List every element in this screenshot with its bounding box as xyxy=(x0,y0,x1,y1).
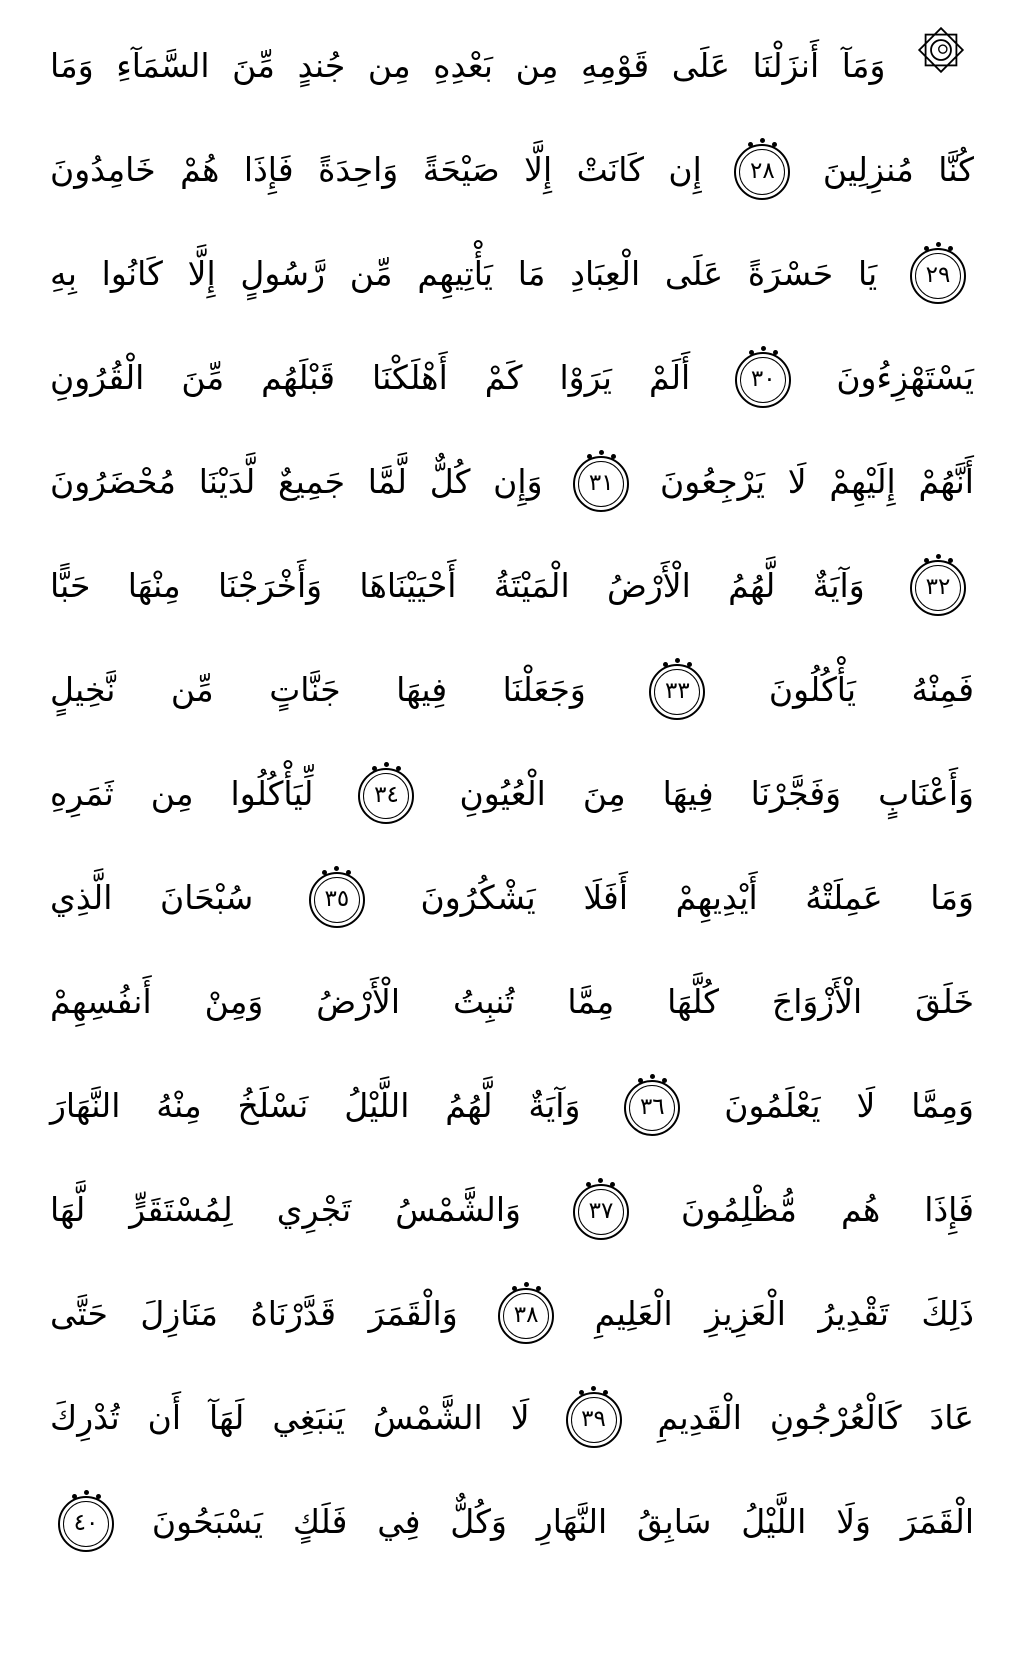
quran-lines xyxy=(50,14,974,1574)
ayah-text: وَآيَةٌ لَّهُمُ اللَّيْلُ نَسْلَخُ مِنْهُ النَّهَارَ xyxy=(50,1086,581,1125)
quran-line xyxy=(50,534,974,638)
ayah-number: ٤٠ xyxy=(73,1510,99,1536)
ayah-end-marker xyxy=(58,1496,114,1552)
ayah-number: ٣٤ xyxy=(374,782,399,808)
ayah-number: ٣٢ xyxy=(925,574,951,600)
ayah-end-marker xyxy=(309,872,365,928)
rub-el-hizb-icon xyxy=(912,16,970,120)
quran-line xyxy=(50,118,974,222)
quran-line xyxy=(50,638,974,742)
ayah-text: الْقَمَرَ وَلَا اللَّيْلُ سَابِقُ النَّهَارِ وَكُلٌّ فِي فَلَكٍ يَسْبَحُونَ xyxy=(151,1502,974,1541)
ayah-text: سُبْحَانَ الَّذِي xyxy=(50,878,254,917)
ayah-text: يَا حَسْرَةً عَلَى الْعِبَادِ مَا يَأْتِيهِم مِّن رَّسُولٍ إِلَّا كَانُوا بِهِ xyxy=(50,254,878,293)
ayah-number: ٣٨ xyxy=(513,1302,539,1328)
quran-line xyxy=(50,1158,974,1262)
ayah-end-marker xyxy=(735,352,791,408)
ayah-text: وَجَعَلْنَا فِيهَا جَنَّاتٍ مِّن نَّخِيلٍ xyxy=(50,670,586,709)
ayah-text: أَلَمْ يَرَوْا كَمْ أَهْلَكْنَا قَبْلَهُم مِّنَ الْقُرُونِ xyxy=(50,358,691,397)
quran-line xyxy=(50,14,974,118)
ayah-text: خَلَقَ الْأَزْوَاجَ كُلَّهَا مِمَّا تُنبِتُ الْأَرْضُ وَمِنْ أَنفُسِهِمْ xyxy=(50,982,974,1021)
ayah-text: وَآيَةٌ لَّهُمُ الْأَرْضُ الْمَيْتَةُ أَحْيَيْنَاهَا وَأَخْرَجْنَا مِنْهَا حَبًّا xyxy=(50,566,865,605)
ayah-text: أَنَّهُمْ إِلَيْهِمْ لَا يَرْجِعُونَ xyxy=(660,462,974,501)
ayah-end-marker xyxy=(649,664,705,720)
ayah-text: لِّيَأْكُلُوا مِن ثَمَرِهِ xyxy=(50,774,314,813)
ayah-number: ٢٩ xyxy=(925,262,951,288)
ayah-end-marker xyxy=(573,456,629,512)
ayah-text: وَمِمَّا لَا يَعْلَمُونَ xyxy=(724,1086,974,1125)
ayah-text: وَالْقَمَرَ قَدَّرْنَاهُ مَنَازِلَ حَتَّى xyxy=(50,1294,458,1333)
ayah-end-marker xyxy=(566,1392,622,1448)
ayah-number: ٣٦ xyxy=(639,1094,665,1120)
quran-line xyxy=(50,430,974,534)
quran-line xyxy=(50,742,974,846)
ayah-number: ٣١ xyxy=(588,470,614,496)
ayah-text: وَمَآ أَنزَلْنَا عَلَى قَوْمِهِ مِن بَعْدِهِ مِن جُندٍ مِّنَ السَّمَآءِ وَمَا xyxy=(50,46,886,85)
ayah-text: وَمَا عَمِلَتْهُ أَيْدِيهِمْ أَفَلَا يَشْكُرُونَ xyxy=(420,878,974,917)
ayah-number: ٣٧ xyxy=(588,1198,614,1224)
ayah-text: ذَلِكَ تَقْدِيرُ الْعَزِيزِ الْعَلِيمِ xyxy=(594,1294,974,1333)
ayah-text: وَالشَّمْسُ تَجْرِي لِمُسْتَقَرٍّ لَّهَا xyxy=(50,1190,521,1229)
ayah-number: ٣٣ xyxy=(665,678,690,704)
ayah-text: فَإِذَا هُم مُّظْلِمُونَ xyxy=(680,1190,974,1229)
ayah-text: يَسْتَهْزِءُونَ xyxy=(836,358,975,397)
quran-line xyxy=(50,326,974,430)
ayah-end-marker xyxy=(910,248,966,304)
ayah-end-marker xyxy=(498,1288,554,1344)
ayah-end-marker xyxy=(624,1080,680,1136)
ayah-number: ٢٨ xyxy=(749,158,775,184)
quran-line xyxy=(50,1054,974,1158)
quran-line xyxy=(50,1366,974,1470)
ayah-text: كُنَّا مُنزِلِينَ xyxy=(822,150,974,189)
ayah-number: ٣٥ xyxy=(324,886,350,912)
quran-line xyxy=(50,846,974,950)
quran-line xyxy=(50,222,974,326)
ayah-end-marker xyxy=(573,1184,629,1240)
ayah-text: وَأَعْنَابٍ وَفَجَّرْنَا فِيهَا مِنَ الْعُيُونِ xyxy=(459,774,974,813)
ayah-text: إِن كَانَتْ إِلَّا صَيْحَةً وَاحِدَةً فَإِذَا هُمْ خَامِدُونَ xyxy=(50,150,702,189)
quran-line xyxy=(50,1470,974,1574)
ayah-text: لَا الشَّمْسُ يَنبَغِي لَهَآ أَن تُدْرِكَ xyxy=(50,1398,530,1437)
quran-line xyxy=(50,1262,974,1366)
ayah-text: فَمِنْهُ يَأْكُلُونَ xyxy=(768,670,975,709)
ayah-end-marker xyxy=(734,144,790,200)
quran-line xyxy=(50,950,974,1054)
ayah-number: ٣٩ xyxy=(581,1406,606,1432)
ayah-text: وَإِن كُلٌّ لَّمَّا جَمِيعٌ لَّدَيْنَا مُحْضَرُونَ xyxy=(50,462,543,501)
ayah-end-marker xyxy=(910,560,966,616)
ayah-end-marker xyxy=(358,768,414,824)
ayah-number: ٣٠ xyxy=(750,366,776,392)
ayah-text: عَادَ كَالْعُرْجُونِ الْقَدِيمِ xyxy=(657,1398,974,1437)
